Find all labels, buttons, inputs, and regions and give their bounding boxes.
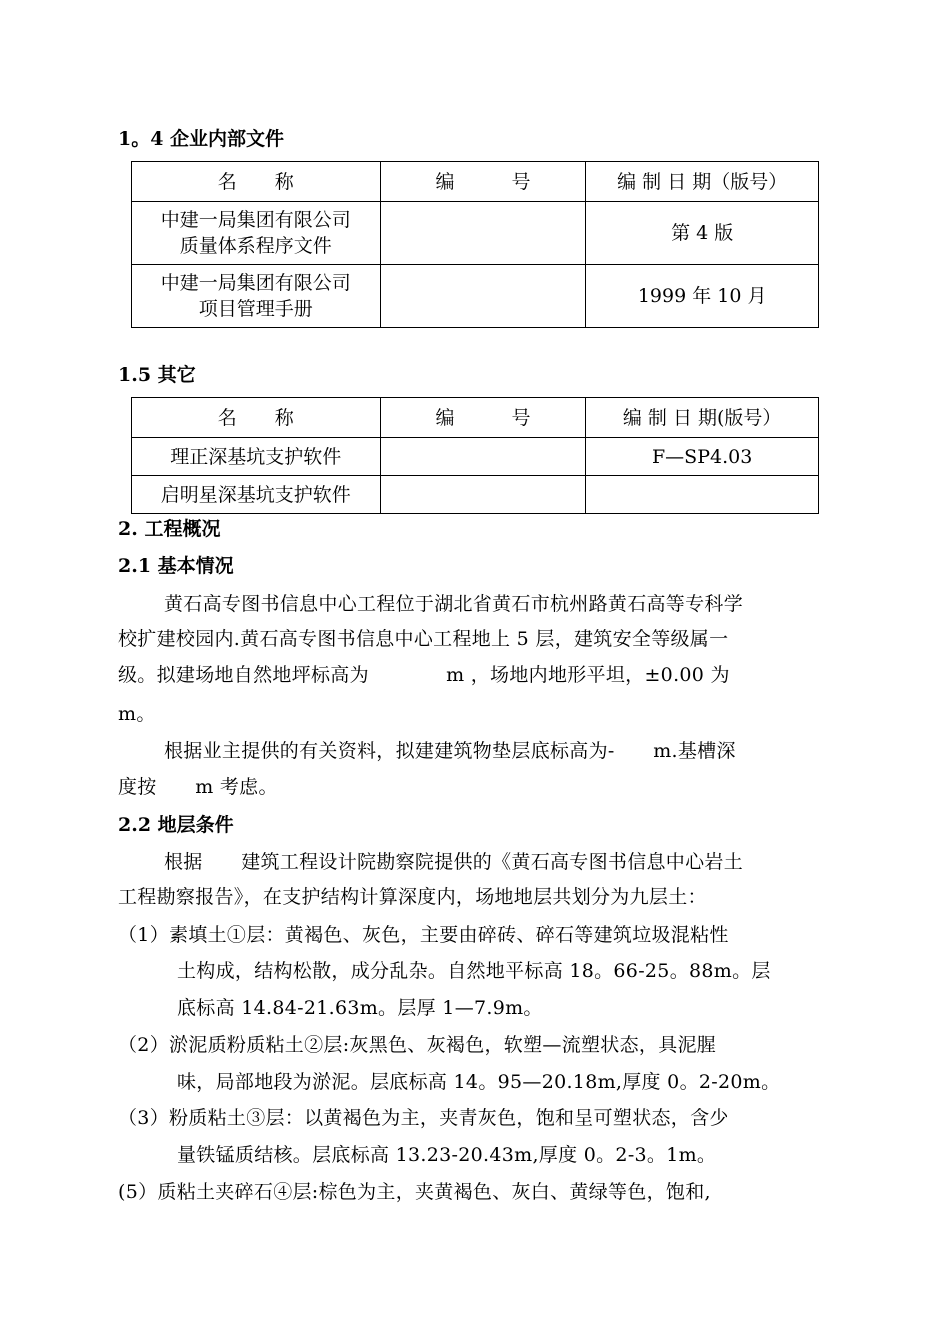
section-2-1-title: 2.1 基本情况 <box>118 555 234 577</box>
software-name-cell: 理正深基坑支护软件 <box>132 438 381 476</box>
paragraph-line: 度按 m 考虑。 <box>118 776 278 798</box>
table-header-row <box>132 398 819 438</box>
doc-code-cell <box>380 265 586 328</box>
doc-name-line-2: 项目管理手册 <box>198 298 313 320</box>
software-name-cell: 启明星深基坑支护软件 <box>132 476 381 514</box>
section-1-4-title: 1。4 企业内部文件 <box>118 128 285 150</box>
doc-date-cell: 1999 年 10 月 <box>586 265 819 328</box>
software-code-cell <box>380 438 586 476</box>
header-code: 编 号 <box>380 162 586 202</box>
header-date: 编 制 日 期(版号） <box>586 398 819 438</box>
doc-code-cell <box>380 202 586 265</box>
section-2-2-title: 2.2 地层条件 <box>118 814 234 836</box>
other-software-table <box>131 397 819 514</box>
paragraph-line: 根据 建筑工程设计院勘察院提供的《黄石高专图书信息中心岩土 <box>164 851 744 873</box>
list-item-continuation: 土构成，结构松散，成分乱杂。自然地平标高 18。66-25。88m。层 <box>177 960 771 982</box>
list-item: （2）淤泥质粉质粘土②层:灰黑色、灰褐色，软塑—流塑状态，具泥腥 <box>118 1034 717 1056</box>
internal-documents-table <box>131 161 819 328</box>
doc-name-cell <box>132 202 381 265</box>
header-code: 编 号 <box>380 398 586 438</box>
paragraph-line: 工程勘察报告》，在支护结构计算深度内，场地地层共划分为九层土： <box>118 886 707 908</box>
doc-name-line-1: 中建一局集团有限公司 <box>160 272 351 294</box>
header-name: 名 称 <box>132 398 381 438</box>
doc-name-cell <box>132 265 381 328</box>
paragraph-line: 校扩建校园内.黄石高专图书信息中心工程地上 5 层，建筑安全等级属一 <box>118 628 729 650</box>
paragraph-line: 黄石高专图书信息中心工程位于湖北省黄石市杭州路黄石高等专科学 <box>164 593 744 615</box>
table-row <box>132 265 819 328</box>
list-item: （3）粉质粘土③层：以黄褐色为主，夹青灰色，饱和呈可塑状态，含少 <box>118 1107 729 1129</box>
table-header-row <box>132 162 819 202</box>
table-row <box>132 476 819 514</box>
software-version-cell: F—SP4.03 <box>586 438 819 476</box>
paragraph-line: m。 <box>118 703 156 725</box>
doc-name-line-2: 质量体系程序文件 <box>179 235 332 257</box>
list-item-continuation: 味，局部地段为淤泥。层底标高 14。95—20.18m,厚度 0。2-20m。 <box>177 1071 781 1093</box>
table-row <box>132 438 819 476</box>
list-item: (5）质粘土夹碎石④层:棕色为主，夹黄褐色、灰白、黄绿等色，饱和, <box>118 1181 711 1203</box>
list-item-continuation: 量铁锰质结核。层底标高 13.23-20.43m,厚度 0。2-3。1m。 <box>177 1144 717 1166</box>
doc-date-cell: 第 4 版 <box>586 202 819 265</box>
doc-name-line-1: 中建一局集团有限公司 <box>160 209 351 231</box>
list-item: （1）素填土①层：黄褐色、灰色，主要由碎砖、碎石等建筑垃圾混粘性 <box>118 924 729 946</box>
software-code-cell <box>380 476 586 514</box>
header-name: 名 称 <box>132 162 381 202</box>
section-1-5-title: 1.5 其它 <box>118 364 196 386</box>
paragraph-line: 根据业主提供的有关资料，拟建建筑物垫层底标高为- m.基槽深 <box>164 740 736 762</box>
paragraph-line: 级。拟建场地自然地坪标高为 m ，场地内地形平坦，±0.00 为 <box>118 664 730 686</box>
software-version-cell <box>586 476 819 514</box>
list-item-continuation: 底标高 14.84-21.63m。层厚 1—7.9m。 <box>177 997 543 1019</box>
table-row <box>132 202 819 265</box>
section-2-title: 2. 工程概况 <box>118 518 221 540</box>
header-date: 编 制 日 期（版号） <box>586 162 819 202</box>
